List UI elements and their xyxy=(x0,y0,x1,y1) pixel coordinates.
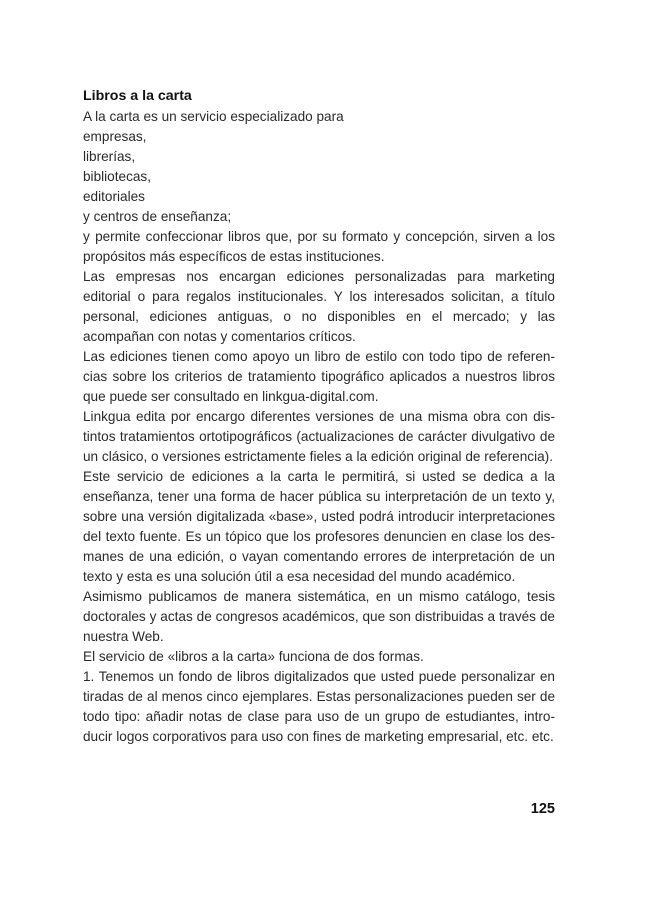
list-item: bibliotecas, xyxy=(83,169,152,184)
paragraph: 1. Tenemos un fondo de libros digitalizados que usted puede personalizar en tiradas de al menos cinco ejemplares. Estas personalizaciones pueden ser de todo tipo: añadir notas de clase para uso de un grupo de estudiantes, introducir logos corporativos para uso con fines de marketing empresarial, etc. etc. xyxy=(83,669,555,744)
paragraph: Las empresas nos encargan ediciones personalizadas para marketing editorial o para regalos institucionales. Y los interesados solicitan, a título personal, ediciones antiguas, o no disponibles en el mercado; y las acompañan con notas y comentarios críticos. xyxy=(83,269,555,344)
paragraph: Este servicio de ediciones a la carta le permitirá, si usted se dedica a la enseñanza, tener una forma de hacer pública su interpretación de un texto y, sobre una versión digitalizada «base», usted podrá introducir interpretaciones del texto fuente. Es un tópico que los profesores denuncien en clase los desmanes de una edición, o vayan comentando errores de interpretación de un texto y esta es una solución útil a esa necesidad del mundo académico. xyxy=(83,469,555,584)
list-item: editoriales xyxy=(83,189,145,204)
list-item: y centros de enseñanza; xyxy=(83,209,232,224)
paragraph: Las ediciones tienen como apoyo un libro de estilo con todo tipo de referencias sobre los criterios de tratamiento tipográfico aplicados a nuestros libros que puede ser consultado en linkgua-digital.com. xyxy=(83,349,555,404)
paragraph: y permite confeccionar libros que, por su formato y concepción, sirven a los propósitos más específicos de estas instituciones. xyxy=(83,229,555,264)
list-item: empresas, xyxy=(83,129,147,144)
page-number: 125 xyxy=(530,801,555,817)
section-heading: Libros a la carta xyxy=(83,88,192,104)
paragraph: Linkgua edita por encargo diferentes versiones de una misma obra con distintos tratamientos ortotipográficos (actualizaciones de carácter divulgativo de un clásico, o versiones estrictamente fieles a la edición original de referencia). xyxy=(83,409,555,464)
institution-list xyxy=(83,127,555,227)
list-item: librerías, xyxy=(83,149,136,164)
page-body xyxy=(83,85,555,747)
paragraph: El servicio de «libros a la carta» funciona de dos formas. xyxy=(83,649,424,664)
paragraph: Asimismo publicamos de manera sistemática, en un mismo catálogo, tesis doctorales y actas de congresos académicos, que son distribuidas a través de nuestra Web. xyxy=(83,589,555,644)
intro-line: A la carta es un servicio especializado para xyxy=(83,109,344,124)
